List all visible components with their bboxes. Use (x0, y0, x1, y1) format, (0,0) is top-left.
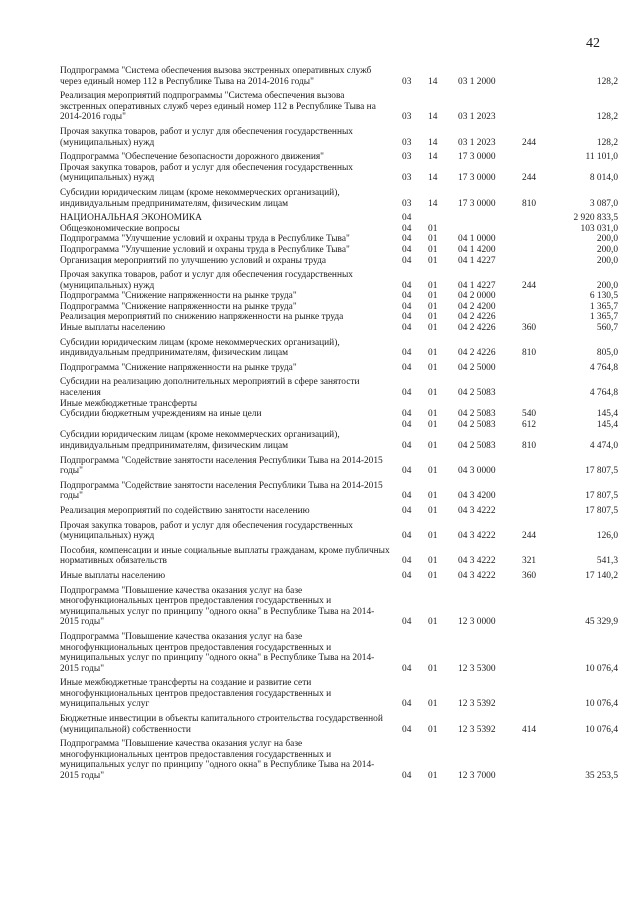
item-name: Прочая закупка товаров, работ и услуг для обеспечения государственных (муниципальных) нужд (60, 520, 353, 542)
expense-type-code (522, 735, 558, 781)
table-row (60, 710, 618, 735)
subsection-code: 14 (428, 112, 438, 123)
section-code: 03 (402, 76, 412, 87)
item-name: Реализация мероприятий подпрограммы "Система обеспечения вызова экстренных оперативных служб через единый номер 112 в Республике Тыва на 2014-2016 годы" (60, 91, 376, 123)
expense-type-code (522, 477, 558, 502)
target-article-code: 04 3 4222 (458, 531, 496, 542)
section-code: 04 (402, 409, 412, 420)
table-row (60, 256, 618, 267)
target-article-code: 04 1 4200 (458, 244, 496, 255)
amount: 4 764,8 (589, 362, 618, 373)
table-row (60, 123, 618, 148)
subsection-code: 01 (428, 466, 438, 477)
expense-type-code: 810 (522, 348, 537, 359)
target-article-code (454, 209, 522, 224)
item-name: Подпрограмма "Повышение качества оказания услуг на базе многофункциональных центров предоставления государственных и муниципальных услуг по принципу "одного окна" в Республике Тыва на 2014-2015 годы" (60, 631, 375, 674)
expense-type-code (522, 312, 558, 323)
item-name: Субсидии юридическим лицам (кроме некоммерческих организаций), индивидуальным предпринимателям, физическим лицам (60, 187, 340, 209)
amount: 1 365,7 (589, 301, 618, 312)
item-name: Подпрограмма "Повышение качества оказания услуг на базе многофункциональных центров предоставления государственных и муниципальных услуг по принципу "одного окна" в Республике Тыва на 2014-2015 годы" (60, 739, 375, 782)
subsection-code: 01 (428, 255, 438, 266)
target-article-code: 03 1 2023 (458, 137, 496, 148)
expense-type-code (522, 359, 558, 374)
subsection-code: 01 (428, 441, 438, 451)
budget-table-body (60, 66, 618, 782)
table-row (60, 399, 618, 410)
subsection-code: 01 (428, 505, 438, 516)
item-name: Иные выплаты населению (60, 323, 166, 334)
amount: 200,0 (596, 255, 618, 266)
section-code: 04 (402, 617, 412, 628)
target-article-code: 04 3 0000 (458, 466, 496, 477)
expense-type-code (522, 245, 558, 256)
item-name: Подпрограмма "Обеспечение безопасности дорожного движения" (60, 152, 324, 163)
table-row (60, 430, 618, 451)
table-row (60, 502, 618, 517)
expense-type-code: 414 (522, 724, 537, 735)
item-name: Подпрограмма "Улучшение условий и охраны труда в Республике Тыва" (60, 234, 350, 245)
section-code: 04 (402, 213, 412, 224)
amount: 17 807,5 (585, 491, 618, 502)
subsection-code: 01 (428, 280, 438, 291)
table-row (60, 452, 618, 477)
item-name: Субсидии бюджетным учреждениям на иные цели (60, 409, 262, 420)
expense-type-code (522, 66, 558, 87)
target-article-code: 03 1 2000 (458, 76, 496, 87)
subsection-code: 01 (428, 388, 438, 399)
target-article-code: 04 2 4200 (458, 301, 496, 312)
subsection-code: 01 (428, 409, 438, 420)
table-row (60, 224, 618, 235)
expense-type-code (522, 148, 558, 163)
section-code: 03 (402, 198, 412, 209)
section-code: 04 (402, 301, 412, 312)
item-name: Иные выплаты населению (60, 570, 166, 581)
amount: 126,0 (596, 531, 618, 542)
target-article-code: 17 3 0000 (458, 152, 496, 163)
target-article-code: 12 3 5392 (458, 724, 496, 735)
section-code: 04 (402, 570, 412, 581)
section-code (398, 399, 428, 410)
section-code: 04 (402, 699, 412, 710)
amount: 805,0 (596, 348, 618, 359)
target-article-code: 04 2 5083 (458, 388, 496, 399)
item-name: Подпрограмма "Повышение качества оказания услуг на базе многофункциональных центров предоставления государственных и муниципальных услуг по принципу "одного окна" в Республике Тыва на 2014-2015 годы" (60, 585, 375, 628)
item-name: Реализация мероприятий по содействию занятости населению (60, 505, 310, 516)
table-row (60, 323, 618, 334)
amount: 10 076,4 (585, 699, 618, 710)
subsection-code: 01 (428, 223, 438, 234)
item-name: Организация мероприятий по улучшению условий и охраны труда (60, 255, 327, 266)
item-name: Подпрограмма "Улучшение условий и охраны труда в Республике Тыва" (60, 244, 350, 255)
table-row (60, 163, 618, 184)
section-code: 04 (402, 419, 412, 430)
amount: 11 101,0 (585, 152, 618, 163)
target-article-code: 17 3 0000 (458, 198, 496, 209)
amount: 3 087,0 (589, 198, 618, 209)
target-article-code: 04 3 4222 (458, 556, 496, 567)
target-article-code: 04 2 4226 (458, 348, 496, 359)
section-code: 03 (402, 137, 412, 148)
table-row (60, 542, 618, 567)
amount: 6 130,5 (589, 291, 618, 302)
amount: 17 140,2 (585, 570, 618, 581)
amount: 45 329,9 (585, 617, 618, 628)
section-code: 04 (402, 244, 412, 255)
amount: 145,4 (596, 409, 618, 420)
target-article-code: 04 1 4227 (458, 280, 496, 291)
amount: 128,2 (596, 112, 618, 123)
section-code: 04 (402, 234, 412, 245)
expense-type-code (522, 628, 558, 674)
subsection-code (428, 399, 454, 410)
target-article-code: 04 1 0000 (458, 234, 496, 245)
expense-type-code (522, 87, 558, 123)
subsection-code: 01 (428, 323, 438, 334)
subsection-code: 14 (428, 137, 438, 148)
amount: 145,4 (596, 419, 618, 430)
expense-type-code (522, 302, 558, 313)
expense-type-code: 244 (522, 280, 537, 291)
expense-type-code (522, 452, 558, 477)
subsection-code: 01 (428, 291, 438, 302)
section-code: 04 (402, 323, 412, 334)
subsection-code: 01 (428, 570, 438, 581)
table-row (60, 735, 618, 781)
amount: 4 764,8 (589, 388, 618, 399)
subsection-code: 01 (428, 556, 438, 567)
expense-type-code (522, 399, 558, 410)
item-name: Подпрограмма "Система обеспечения вызова экстренных оперативных служб через единый номер 112 в Республике Тыва на 2014-2016 годы" (60, 66, 372, 87)
expense-type-code: 244 (522, 531, 537, 542)
amount: 128,2 (596, 76, 618, 87)
expense-type-code (522, 373, 558, 398)
table-row (60, 184, 618, 209)
page-number: 42 (586, 36, 600, 51)
table-row (60, 266, 618, 291)
item-name (60, 420, 398, 431)
item-name: Прочая закупка товаров, работ и услуг для обеспечения государственных (муниципальных) нужд (60, 126, 353, 148)
table-row (60, 66, 618, 87)
item-name: Подпрограмма "Содействие занятости населения Республики Тыва на 2014-2015 годы" (60, 455, 383, 477)
amount: 560,7 (596, 323, 618, 334)
item-name: Подпрограмма "Снижение напряженности на рынке труда" (60, 362, 297, 373)
section-code: 04 (402, 663, 412, 674)
subsection-code: 01 (428, 244, 438, 255)
item-name: Субсидии юридическим лицам (кроме некоммерческих организаций), индивидуальным предпринимателям, физическим лицам (60, 430, 340, 451)
item-name: Прочая закупка товаров, работ и услуг для обеспечения государственных (муниципальных) нужд (60, 162, 353, 184)
expense-type-code: 360 (522, 570, 537, 581)
table-row (60, 409, 618, 420)
expense-type-code (522, 234, 558, 245)
expense-type-code (522, 256, 558, 267)
amount: 17 807,5 (585, 505, 618, 516)
table-row (60, 359, 618, 374)
section-code: 04 (402, 312, 412, 323)
expense-type-code (522, 224, 558, 235)
section-code: 04 (402, 223, 412, 234)
target-article-code: 04 2 5083 (458, 419, 496, 430)
table-row (60, 148, 618, 163)
amount: 10 076,4 (585, 724, 618, 735)
target-article-code: 04 2 5083 (458, 441, 496, 451)
item-name: Субсидии на реализацию дополнительных мероприятий в сфере занятости населения (60, 377, 360, 399)
target-article-code: 04 2 4226 (458, 323, 496, 334)
amount: 200,0 (596, 280, 618, 291)
section-code: 04 (402, 556, 412, 567)
subsection-code: 14 (428, 76, 438, 87)
section-code: 04 (402, 362, 412, 373)
table-row (60, 517, 618, 542)
section-code: 04 (402, 255, 412, 266)
amount: 35 253,5 (585, 771, 618, 782)
amount: 128,2 (596, 137, 618, 148)
table-row (60, 373, 618, 398)
amount: 103 031,0 (580, 223, 618, 234)
expense-type-code: 810 (522, 441, 537, 451)
table-row (60, 209, 618, 224)
section-code: 04 (402, 531, 412, 542)
section-code: 04 (402, 388, 412, 399)
target-article-code: 12 3 0000 (458, 617, 496, 628)
subsection-code: 14 (428, 152, 438, 163)
table-row (60, 334, 618, 359)
section-code: 04 (402, 348, 412, 359)
subsection-code: 01 (428, 491, 438, 502)
expense-type-code: 612 (522, 419, 537, 430)
target-article-code: 17 3 0000 (458, 173, 496, 184)
item-name: Реализация мероприятий по снижению напряженности на рынке труда (60, 312, 344, 323)
target-article-code: 12 3 5392 (458, 699, 496, 710)
item-name: Подпрограмма "Снижение напряженности на рынке труда" (60, 291, 297, 302)
amount: 17 807,5 (585, 466, 618, 477)
item-name: НАЦИОНАЛЬНАЯ ЭКОНОМИКА (60, 213, 202, 224)
section-code: 03 (402, 112, 412, 123)
subsection-code: 01 (428, 699, 438, 710)
section-code: 03 (402, 173, 412, 184)
subsection-code: 01 (428, 419, 438, 430)
target-article-code: 04 2 4226 (458, 312, 496, 323)
target-article-code: 04 3 4222 (458, 505, 496, 516)
section-code: 03 (402, 152, 412, 163)
subsection-code: 14 (428, 198, 438, 209)
target-article-code: 03 1 2023 (458, 112, 496, 123)
item-name: Пособия, компенсации и иные социальные выплаты гражданам, кроме публичных нормативных обязательств (60, 545, 390, 567)
item-name: Подпрограмма "Содействие занятости населения Республики Тыва на 2014-2015 годы" (60, 480, 383, 502)
expense-type-code: 540 (522, 409, 537, 420)
section-code: 04 (402, 291, 412, 302)
amount: 4 474,0 (589, 441, 618, 451)
subsection-code: 01 (428, 362, 438, 373)
section-code: 04 (402, 280, 412, 291)
amount: 541,3 (596, 556, 618, 567)
expense-type-code (522, 291, 558, 302)
subsection-code: 01 (428, 771, 438, 782)
target-article-code: 04 2 5000 (458, 362, 496, 373)
section-code: 04 (402, 491, 412, 502)
item-name: Бюджетные инвестиции в объекты капитального строительства государственной (муниципальной) собственности (60, 714, 383, 735)
section-code: 04 (402, 466, 412, 477)
expense-type-code: 244 (522, 173, 537, 184)
budget-table (60, 66, 618, 782)
item-name: Прочая закупка товаров, работ и услуг для обеспечения государственных (муниципальных) нужд (60, 270, 353, 291)
table-row (60, 87, 618, 123)
amount: 200,0 (596, 234, 618, 245)
target-article-code (454, 399, 522, 410)
expense-type-code: 810 (522, 198, 537, 209)
target-article-code: 12 3 7000 (458, 771, 496, 782)
table-row (60, 420, 618, 431)
section-code: 04 (402, 771, 412, 782)
subsection-code: 01 (428, 663, 438, 674)
amount: 8 014,0 (589, 173, 618, 184)
amount: 10 076,4 (585, 663, 618, 674)
subsection-code: 01 (428, 348, 438, 359)
amount: 1 365,7 (589, 312, 618, 323)
subsection-code: 01 (428, 531, 438, 542)
table-row (60, 291, 618, 302)
subsection-code: 14 (428, 173, 438, 184)
subsection-code: 01 (428, 312, 438, 323)
subsection-code (428, 209, 454, 224)
item-name: Иные межбюджетные трансферты на создание и развитие сети многофункциональных центров предоставления государственных и муниципальных услуг (60, 678, 332, 710)
section-code: 04 (402, 441, 412, 451)
section-code: 04 (402, 505, 412, 516)
table-row (60, 674, 618, 710)
table-row (60, 234, 618, 245)
target-article-code: 04 3 4200 (458, 491, 496, 502)
table-row (60, 302, 618, 313)
expense-type-code (522, 582, 558, 628)
table-row (60, 477, 618, 502)
expense-type-code: 244 (522, 137, 537, 148)
subsection-code: 01 (428, 234, 438, 245)
section-code: 04 (402, 724, 412, 735)
item-name: Субсидии юридическим лицам (кроме некоммерческих организаций), индивидуальным предпринимателям, физическим лицам (60, 337, 340, 359)
subsection-code: 01 (428, 724, 438, 735)
target-article-code: 12 3 5300 (458, 663, 496, 674)
item-name: Подпрограмма "Снижение напряженности на рынке труда" (60, 301, 297, 312)
target-article-code: 04 1 4227 (458, 255, 496, 266)
subsection-code: 01 (428, 301, 438, 312)
expense-type-code (522, 674, 558, 710)
table-row (60, 245, 618, 256)
item-name: Иные межбюджетные трансферты (60, 398, 198, 409)
expense-type-code: 360 (522, 323, 537, 334)
subsection-code: 01 (428, 617, 438, 628)
amount: 2 920 833,5 (573, 213, 618, 224)
target-article-code (454, 224, 522, 235)
amount (558, 399, 618, 410)
target-article-code: 04 2 0000 (458, 291, 496, 302)
target-article-code: 04 3 4222 (458, 570, 496, 581)
amount: 200,0 (596, 244, 618, 255)
expense-type-code (522, 209, 558, 224)
expense-type-code: 321 (522, 556, 537, 567)
table-row (60, 628, 618, 674)
table-row (60, 567, 618, 582)
table-row (60, 582, 618, 628)
item-name: Общеэкономические вопросы (60, 223, 180, 234)
table-row (60, 312, 618, 323)
target-article-code: 04 2 5083 (458, 409, 496, 420)
expense-type-code (522, 502, 558, 517)
